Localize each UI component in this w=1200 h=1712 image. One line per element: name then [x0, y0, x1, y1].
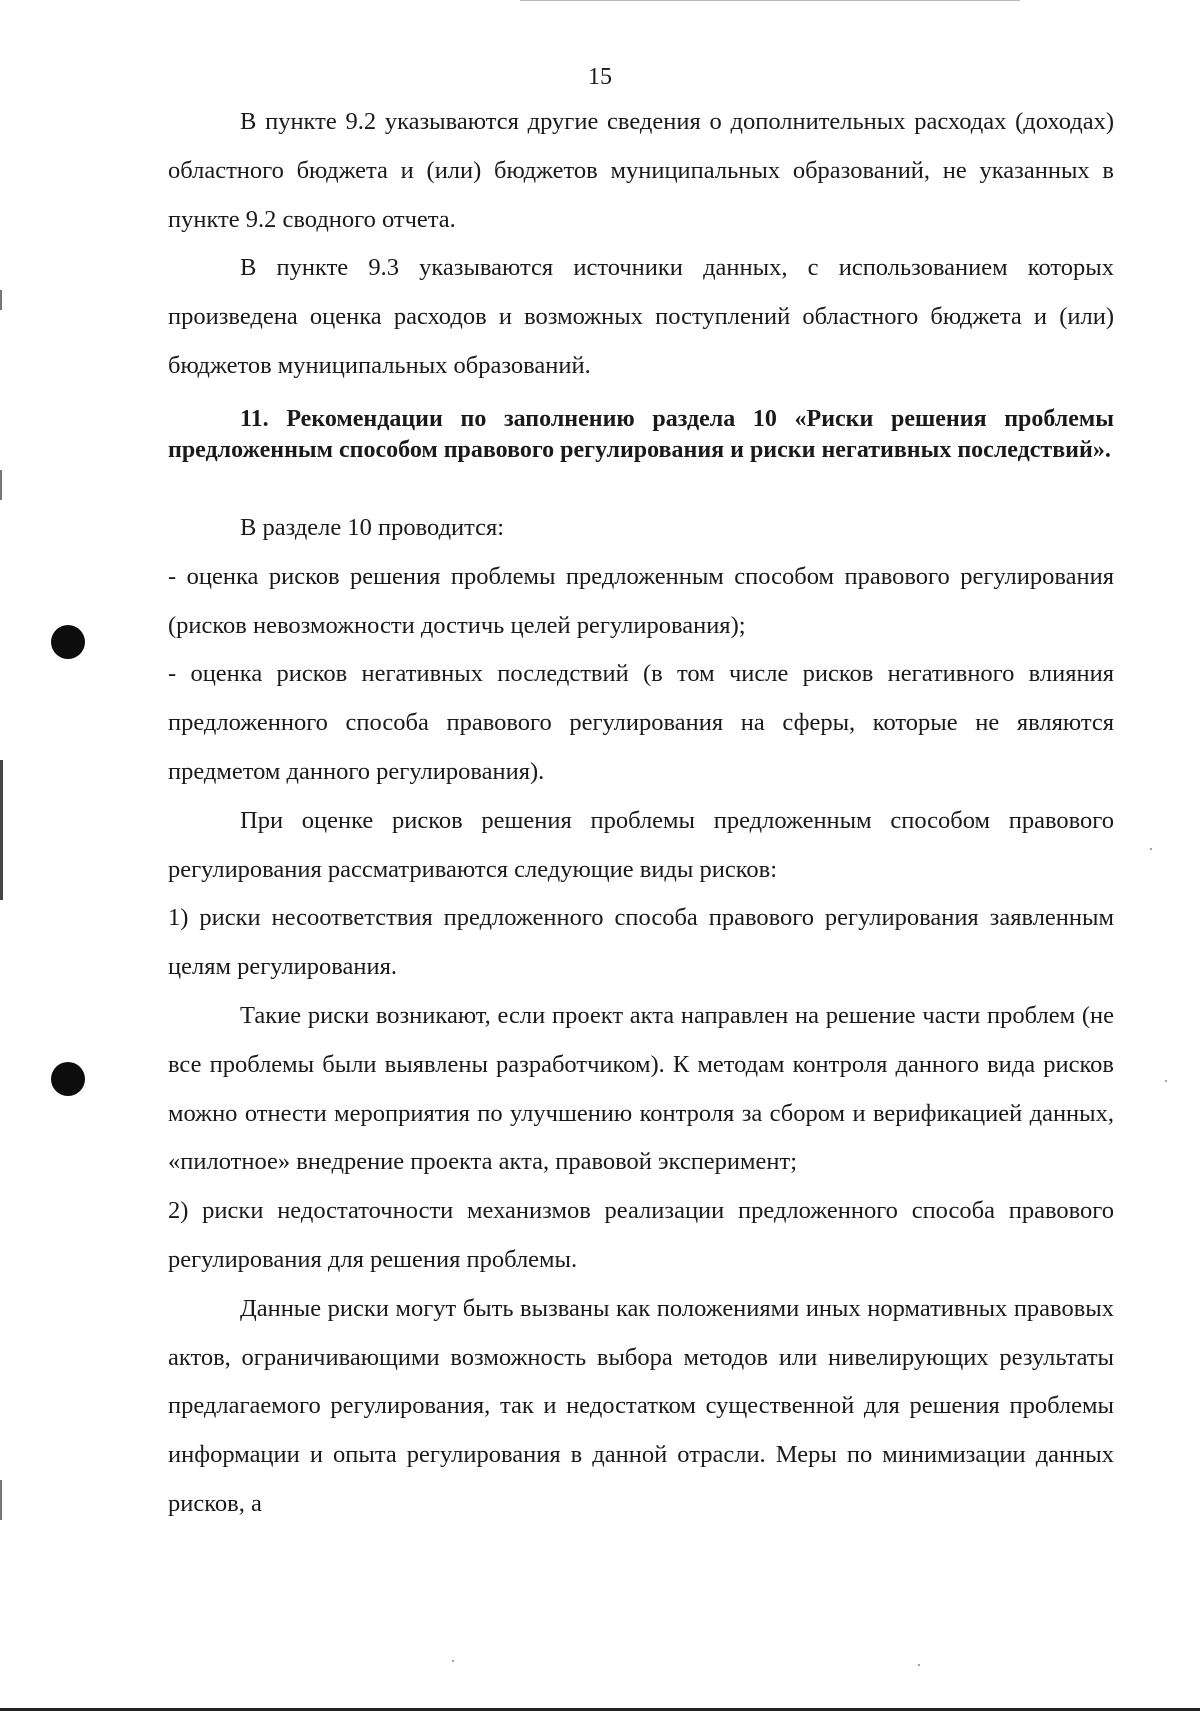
paragraph: 1) риски несоответствия предложенного способа правового регулирования заявленным целям регулирования. — [168, 904, 1114, 981]
binder-hole — [51, 1062, 85, 1096]
scan-speck — [1150, 848, 1152, 850]
scan-speck — [452, 1660, 454, 1662]
paragraph: В пункте 9.3 указываются источники данных, с использованием которых произведена оценка расходов и возможных поступлений областного бюджета и (или) бюджетов муниципальных образований. — [168, 254, 1114, 379]
scan-speck — [918, 1664, 920, 1666]
paragraph: Данные риски могут быть вызваны как положениями иных нормативных правовых актов, ограничивающими возможность выбора методов или нивелирующих результаты предлагаемого регулирования, так и недостатком существенной для решения проблемы информации и опыта регулирования в данной отрасли. Меры по минимизации данных рисков, а — [168, 1294, 1114, 1517]
section-heading — [168, 404, 1114, 466]
paragraph: Такие риски возникают, если проект акта направлен на решение части проблем (не все проблемы были выявлены разработчиком). К методам контроля данного вида рисков можно отнести мероприятия по улучшению контроля за сбором и верификацией данных, «пилотное» внедрение проекта акта, правовой эксперимент; — [168, 1001, 1114, 1176]
left-edge-mark — [0, 1480, 2, 1520]
bottom-scan-line — [0, 1708, 1200, 1711]
paragraph: В пункте 9.2 указываются другие сведения о дополнительных расходах (доходах) областного бюджета и (или) бюджетов муниципальных образований, не указанных в пункте 9.2 сводного отчета. — [168, 108, 1114, 233]
paragraph: При оценке рисков решения проблемы предложенным способом правового регулирования рассматриваются следующие виды рисков: — [168, 806, 1114, 883]
top-scan-line — [520, 0, 1020, 1]
scan-speck — [1165, 1080, 1167, 1082]
left-edge-mark — [0, 470, 2, 500]
text-block-top — [168, 98, 1114, 391]
left-edge-mark — [0, 290, 2, 310]
text-block-body — [168, 504, 1114, 1529]
section-heading-text: 11. Рекомендации по заполнению раздела 10 «Риски решения проблемы предложенным способом правового регулирования и риски негативных последствий». — [168, 406, 1114, 463]
left-edge-mark — [0, 760, 3, 900]
page-number: 15 — [588, 64, 612, 90]
paragraph: 2) риски недостаточности механизмов реализации предложенного способа правового регулирования для решения проблемы. — [168, 1197, 1114, 1273]
paragraph: - оценка рисков решения проблемы предложенным способом правового регулирования (рисков невозможности достичь целей регулирования); — [168, 562, 1114, 639]
paragraph: - оценка рисков негативных последствий (в том числе рисков негативного влияния предложенного способа правового регулирования на сферы, которые не являются предметом данного регулирования). — [168, 660, 1114, 785]
paragraph: В разделе 10 проводится: — [240, 514, 505, 541]
binder-hole — [51, 625, 85, 659]
